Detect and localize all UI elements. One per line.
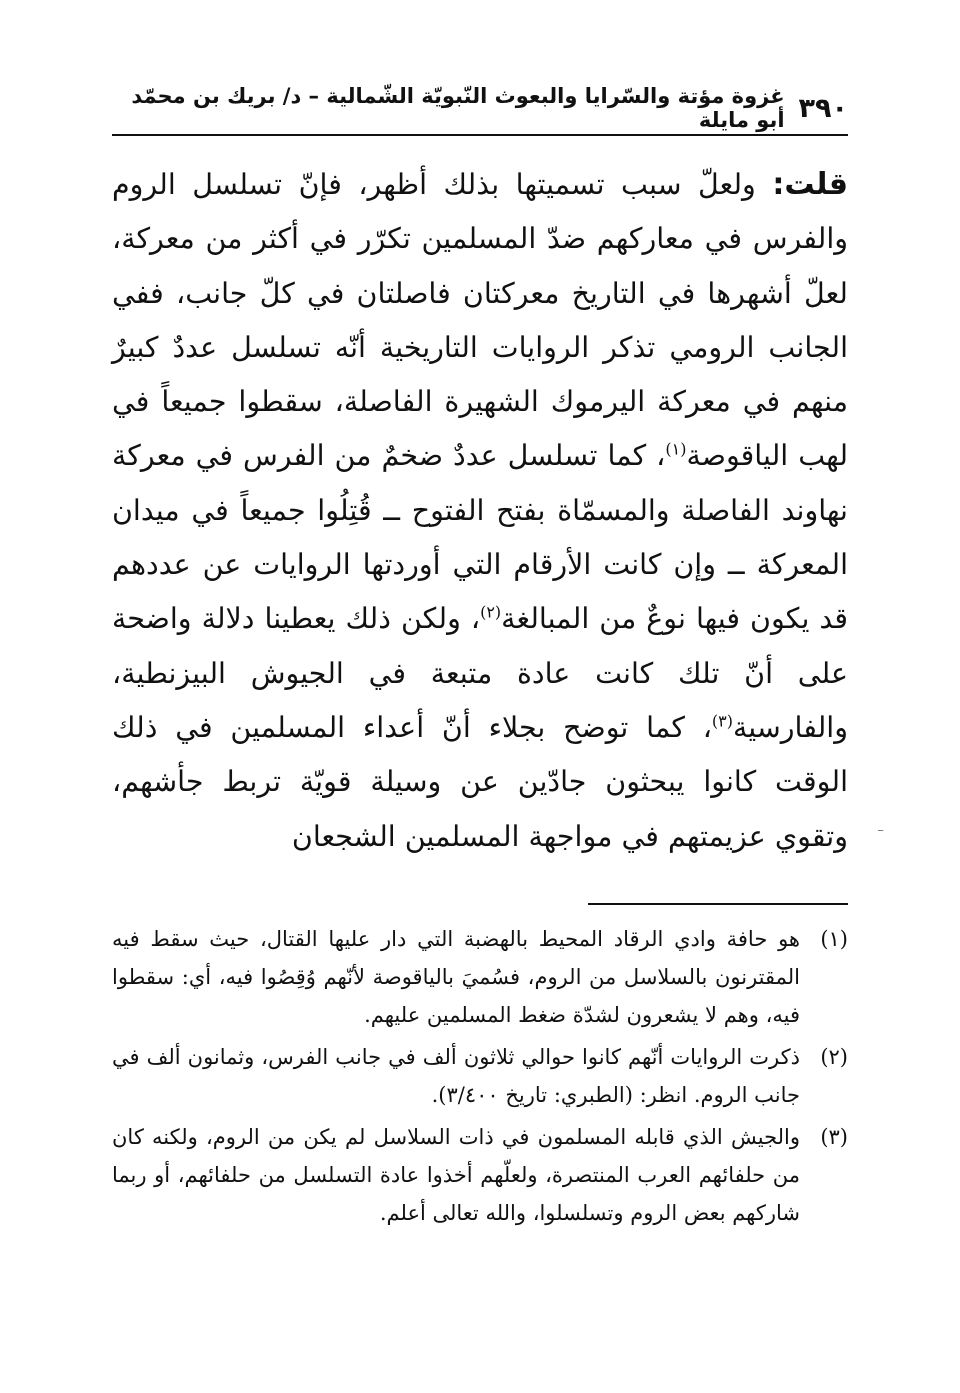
footnote-rule <box>588 903 848 905</box>
main-paragraph <box>112 158 848 864</box>
footnote-number: (١) <box>820 927 848 951</box>
footnote-text: ذكرت الروايات أنّهم كانوا حوالي ثلاثون ألف في جانب الفرس، وثمانون ألف في جانب الروم. انظر: (الطبري: تاريخ ٣/٤٠٠). <box>112 1045 800 1107</box>
page-number: ٣٩٠ <box>798 92 848 124</box>
text-segment-3: ، ولكن ذلك يعطينا دلالة واضحة على أنّ تلك كانت عادة متبعة في الجيوش البيزنطية، والفارسية <box>112 602 848 744</box>
text-segment-1: ولعلّ سبب تسميتها بذلك أظهر، فإنّ تسلسل الروم والفرس في معاركهم ضدّ المسلمين تكرّر في أكثر من معركة، لعلّ أشهرها في التاريخ معركتان فاصلتان في كلّ جانب، ففي الجانب الرومي تذكر الروايات التاريخية أنّه تسلسل عددٌ كبيرٌ منهم في معركة اليرموك الشهيرة الفاصلة، سقطوا جميعاً في لهب الياقوصة <box>112 168 848 473</box>
footnote-3 <box>112 1118 848 1232</box>
margin-mark: ــ <box>878 824 884 834</box>
footnote-ref-2[interactable]: (٢) <box>480 602 502 622</box>
footnote-1 <box>112 920 848 1034</box>
main-text <box>112 158 848 864</box>
footnote-text: هو حافة وادي الرقاد المحيط بالهضبة التي دار عليها القتال، حيث سقط فيه المقترنون بالسلاسل من الروم، فسُميَ بالياقوصة لأنّهم وُقِصُوا فيه، أي: سقطوا فيه، وهم لا يشعرون لشدّة ضغط المسلمين عليهم. <box>112 927 800 1027</box>
footnote-2 <box>112 1038 848 1114</box>
footnote-number: (٣) <box>820 1125 848 1149</box>
text-segment-2: ، كما تسلسل عددٌ ضخمٌ من الفرس في معركة نهاوند الفاصلة والمسمّاة بفتح الفتوح ــ قُتِلُوا جميعاً في ميدان المعركة ــ وإن كانت الأرقام التي أوردتها الروايات عن عددهم قد يكون فيها نوعٌ من المبالغة <box>112 439 848 636</box>
footnote-number: (٢) <box>820 1045 848 1069</box>
header-rule <box>112 134 848 136</box>
running-title: غزوة مؤتة والسّرايا والبعوث النّبويّة الشّمالية – د/ بريك بن محمّد أبو مايلة <box>131 84 785 132</box>
lead-word: قلت: <box>772 167 848 202</box>
footnote-ref-3[interactable]: (٣) <box>711 711 733 731</box>
footnote-ref-1[interactable]: (١) <box>665 439 687 459</box>
footnote-text: والجيش الذي قابله المسلمون في ذات السلاسل لم يكن من الروم، ولكنه كان من حلفائهم العرب المنتصرة، ولعلّهم أخذوا عادة التسلسل من حلفائهم، أو ربما شاركهم بعض الروم وتسلسلوا، والله تعالى أعلم. <box>112 1125 800 1225</box>
text-segment-4: ، كما توضح بجلاء أنّ أعداء المسلمين في ذلك الوقت كانوا يبحثون جادّين عن وسيلة قويّة تربط جأشهم، وتقوي عزيمتهم في مواجهة المسلمين الشجعان <box>112 710 848 853</box>
page-header <box>112 86 848 130</box>
footnotes <box>112 920 848 1236</box>
